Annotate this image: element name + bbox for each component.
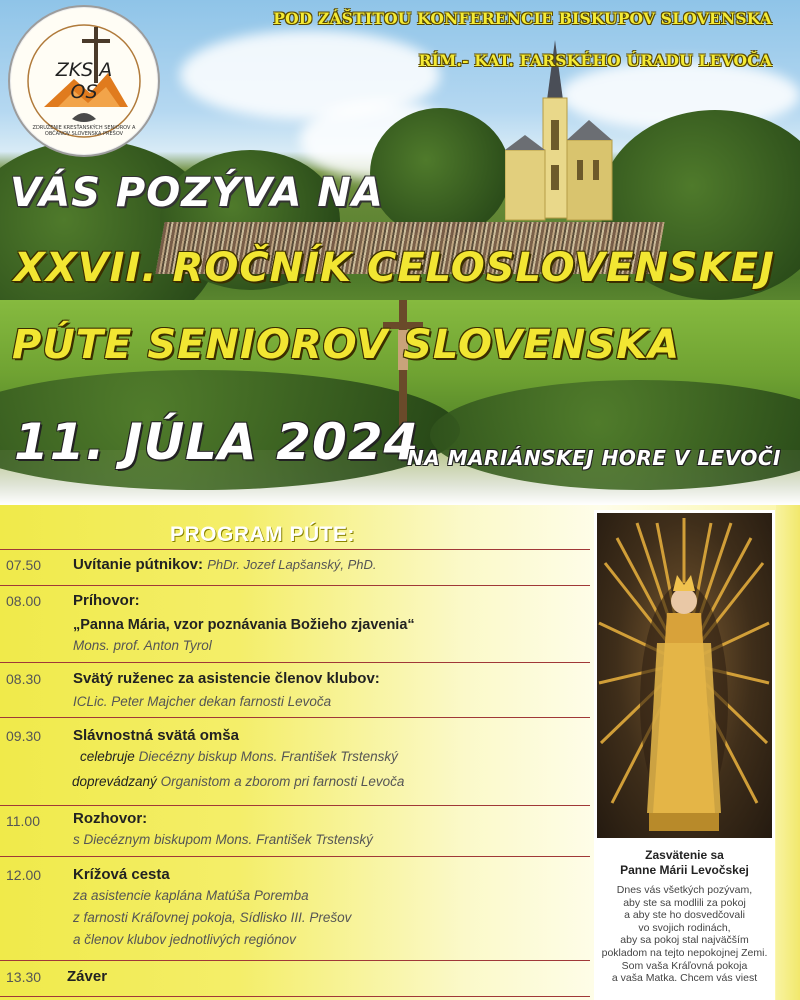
item-time: 11.00 bbox=[6, 813, 40, 829]
divider bbox=[0, 805, 590, 806]
divider bbox=[0, 662, 590, 663]
item-title: Krížová cesta bbox=[73, 866, 170, 883]
item-line: ICLic. Peter Majcher dekan farnosti Levoča bbox=[73, 694, 332, 709]
mary-statue-image bbox=[597, 513, 772, 838]
program-item bbox=[0, 968, 590, 992]
invite-heading: VÁS POZÝVA NA bbox=[10, 170, 384, 216]
divider bbox=[0, 996, 590, 997]
consecration-card bbox=[594, 510, 775, 1000]
divider bbox=[0, 856, 590, 857]
item-time: 07.50 bbox=[6, 557, 42, 573]
item-note: PhDr. Jozef Lapšanský, PhD. bbox=[207, 557, 377, 572]
item-title: Svätý ruženec za asistencie členov klubov: bbox=[73, 670, 380, 687]
program-item bbox=[0, 670, 590, 716]
program-item bbox=[0, 556, 590, 582]
divider bbox=[0, 717, 590, 718]
program-item bbox=[0, 592, 590, 660]
tree bbox=[430, 380, 800, 490]
divider bbox=[0, 585, 590, 586]
edition-heading: XXVII. ROČNÍK CELOSLOVENSKEJ bbox=[14, 245, 775, 291]
item-time: 09.30 bbox=[6, 728, 42, 744]
event-date: 11. JÚLA 2024 bbox=[14, 413, 420, 471]
item-line: z farnosti Kráľovnej pokoja, Sídlisko III. Prešov bbox=[73, 910, 352, 925]
item-title: Záver bbox=[67, 968, 108, 985]
item-time: 12.00 bbox=[6, 867, 42, 883]
item-line: a členov klubov jednotlivých regiónov bbox=[73, 932, 296, 947]
divider bbox=[0, 549, 590, 550]
program-item bbox=[0, 727, 590, 803]
item-time: 08.00 bbox=[6, 593, 42, 609]
item-title: Rozhovor: bbox=[73, 810, 148, 827]
parish-line: RÍM.- KAT. FARSKÉHO ÚRADU LEVOČA bbox=[418, 51, 772, 70]
item-line: „Panna Mária, vzor poznávania Božieho zjavenia“ bbox=[73, 617, 415, 633]
card-title: Zasvätenie sa Panne Márii Levočskej bbox=[620, 848, 749, 877]
patronage-line: POD ZÁŠTITOU KONFERENCIE BISKUPOV SLOVENSKA bbox=[273, 9, 772, 28]
item-line: doprevádzaný Organistom a zborom pri farnosti Levoča bbox=[72, 774, 405, 789]
item-title: Uvítanie pútnikov: PhDr. Jozef Lapšanský, PhD. bbox=[73, 556, 377, 573]
item-line: Mons. prof. Anton Tyrol bbox=[73, 638, 212, 653]
item-line: s Diecéznym biskupom Mons. František Trstenský bbox=[73, 832, 373, 847]
item-title: Slávnostná svätá omša bbox=[73, 727, 239, 744]
item-time: 08.30 bbox=[6, 671, 42, 687]
logo-ring-text: ZDRUŽENIE KRESŤANSKÝCH SENIOROV A OBČANOV SLOVENSKA PREŠOV bbox=[32, 125, 136, 137]
card-text: Dnes vás všetkých pozývam, aby ste sa modlili za pokoj a aby ste ho dosvedčovali vo svojich rodinách, aby sa pokoj stal najväčším pokladom na tejto nepokojnej Zemi. Som vaša Kráľovná pokoja a vaša Matka. Chcem vás viest bbox=[601, 884, 768, 985]
panel-edge bbox=[776, 505, 800, 1000]
event-heading: PÚTE SENIOROV SLOVENSKA bbox=[12, 322, 681, 368]
logo-text: ZKS A OS bbox=[55, 59, 113, 103]
divider bbox=[0, 960, 590, 961]
program-item bbox=[0, 866, 590, 958]
item-title: Príhovor: bbox=[73, 592, 140, 609]
item-time: 13.30 bbox=[6, 969, 42, 985]
item-line: za asistencie kaplána Matúša Poremba bbox=[73, 888, 309, 903]
program-title: PROGRAM PÚTE: bbox=[170, 523, 355, 546]
program-item bbox=[0, 812, 590, 854]
zksaos-logo bbox=[8, 5, 160, 157]
tree bbox=[370, 108, 510, 238]
event-place: NA MARIÁNSKEJ HORE V LEVOČI bbox=[407, 446, 781, 470]
item-line: celebruje Diecézny biskup Mons. František Trstenský bbox=[80, 749, 398, 764]
